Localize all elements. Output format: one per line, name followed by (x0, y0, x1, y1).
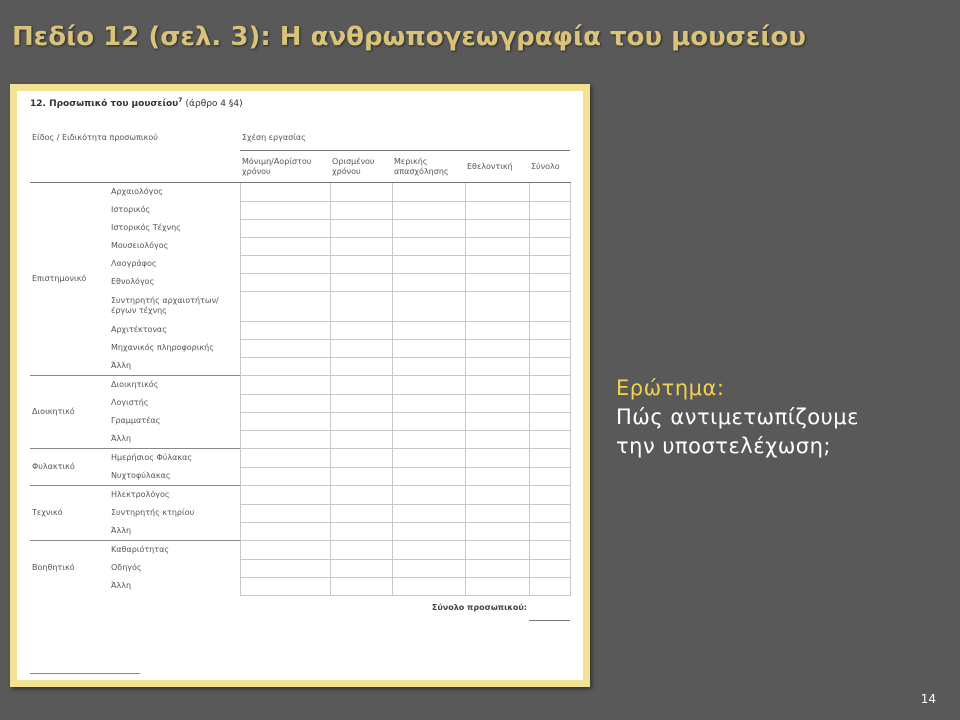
entry-cell[interactable] (465, 321, 529, 339)
staff-category: Επιστημονικό (30, 183, 109, 376)
entry-cell[interactable] (392, 559, 465, 577)
entry-cell[interactable] (330, 412, 392, 430)
entry-cell[interactable] (529, 467, 570, 486)
table-row (30, 201, 570, 219)
table-row (30, 449, 570, 468)
entry-cell[interactable] (465, 541, 529, 560)
entry-cell[interactable] (330, 522, 392, 541)
entry-cell[interactable] (330, 339, 392, 357)
entry-cell[interactable] (529, 541, 570, 560)
form-heading-ref: (άρθρο 4 §4) (185, 99, 243, 109)
entry-cell[interactable] (465, 394, 529, 412)
entry-cell[interactable] (240, 486, 330, 505)
entry-cell[interactable] (465, 467, 529, 486)
entry-cell[interactable] (392, 255, 465, 273)
entry-cell[interactable] (465, 291, 529, 321)
entry-cell[interactable] (240, 430, 330, 449)
header-spacer (30, 151, 109, 183)
staff-role: Ιστορικός (111, 205, 151, 214)
entry-cell[interactable] (529, 291, 570, 321)
entry-cell[interactable] (240, 357, 330, 376)
entry-cell[interactable] (529, 321, 570, 339)
entry-cell[interactable] (240, 559, 330, 577)
table-row (30, 430, 570, 449)
table-row (30, 486, 570, 505)
table-row (30, 237, 570, 255)
entry-cell[interactable] (392, 467, 465, 486)
staff-role: Συντηρητής κτηρίου (111, 508, 195, 517)
entry-cell[interactable] (465, 273, 529, 291)
entry-cell[interactable] (529, 522, 570, 541)
entry-cell[interactable] (465, 376, 529, 395)
total-row (30, 595, 570, 620)
entry-cell[interactable] (465, 183, 529, 202)
form-heading-text: 12. Προσωπικό του μουσείου (30, 99, 179, 109)
entry-cell[interactable] (529, 219, 570, 237)
form-heading-footnote: 7 (178, 97, 183, 104)
table-row (30, 504, 570, 522)
entry-cell[interactable] (240, 219, 330, 237)
table-row (30, 255, 570, 273)
staff-role: Καθαριότητας (109, 541, 240, 560)
staff-role: Συντηρητής αρχαιοτήτων/ έργων τέχνης (111, 296, 219, 315)
entry-cell[interactable] (330, 430, 392, 449)
entry-cell[interactable] (465, 577, 529, 595)
entry-cell[interactable] (330, 291, 392, 321)
entry-cell[interactable] (240, 394, 330, 412)
table-row (30, 219, 570, 237)
staff-role: Μηχανικός πληροφορικής (111, 343, 214, 352)
entry-cell[interactable] (330, 467, 392, 486)
entry-cell[interactable] (240, 504, 330, 522)
entry-cell[interactable] (392, 504, 465, 522)
form-bottom-rule (30, 673, 140, 674)
staff-role: Διοικητικός (109, 376, 240, 395)
entry-cell[interactable] (465, 357, 529, 376)
entry-cell[interactable] (529, 449, 570, 468)
entry-cell[interactable] (529, 273, 570, 291)
entry-cell[interactable] (330, 394, 392, 412)
entry-cell[interactable] (529, 430, 570, 449)
staff-category: Βοηθητικό (30, 541, 109, 596)
column-header: Ορισμένου χρόνου (330, 151, 392, 183)
entry-cell[interactable] (465, 522, 529, 541)
staff-table (30, 126, 571, 621)
column-header: Μερικής απασχόλησης (392, 151, 465, 183)
entry-cell[interactable] (392, 201, 465, 219)
staff-role: Άλλη (111, 526, 132, 535)
entry-cell[interactable] (330, 357, 392, 376)
entry-cell[interactable] (465, 255, 529, 273)
column-header: Μόνιμη/Αορίστου χρόνου (240, 151, 330, 183)
entry-cell[interactable] (529, 255, 570, 273)
staff-role: Οδηγός (111, 563, 142, 572)
entry-cell[interactable] (240, 255, 330, 273)
entry-cell[interactable] (330, 183, 392, 202)
staff-role: Άλλη (111, 434, 132, 443)
entry-cell[interactable] (330, 255, 392, 273)
entry-cell[interactable] (392, 339, 465, 357)
entry-cell[interactable] (529, 394, 570, 412)
form-image-frame (10, 84, 590, 687)
entry-cell[interactable] (529, 201, 570, 219)
staff-role: Λαογράφος (111, 259, 157, 268)
table-row (30, 321, 570, 339)
table-row (30, 376, 570, 395)
question-box (616, 374, 859, 461)
entry-cell[interactable] (240, 201, 330, 219)
entry-cell[interactable] (240, 183, 330, 202)
entry-cell[interactable] (330, 237, 392, 255)
entry-cell[interactable] (392, 321, 465, 339)
entry-cell[interactable] (465, 559, 529, 577)
entry-cell[interactable] (392, 183, 465, 202)
staff-role: Ηλεκτρολόγος (109, 486, 240, 505)
staff-role: Ημερήσιος Φύλακας (109, 449, 240, 468)
entry-cell[interactable] (330, 201, 392, 219)
form-paper (17, 91, 583, 680)
entry-cell[interactable] (392, 376, 465, 395)
entry-cell[interactable] (240, 467, 330, 486)
staff-role: Εθνολόγος (111, 277, 155, 286)
entry-cell[interactable] (529, 486, 570, 505)
entry-cell[interactable] (240, 449, 330, 468)
entry-cell[interactable] (529, 183, 570, 202)
entry-cell[interactable] (465, 201, 529, 219)
entry-cell[interactable] (529, 237, 570, 255)
entry-cell[interactable] (392, 357, 465, 376)
entry-cell[interactable] (240, 237, 330, 255)
entry-cell[interactable] (240, 412, 330, 430)
header-spacer (109, 151, 240, 183)
staff-role: Λογιστής (111, 398, 149, 407)
staff-role: Άλλη (111, 581, 132, 590)
entry-cell[interactable] (240, 273, 330, 291)
entry-cell[interactable] (240, 376, 330, 395)
entry-cell[interactable] (529, 357, 570, 376)
entry-cell[interactable] (529, 577, 570, 595)
table-row (30, 559, 570, 577)
entry-cell[interactable] (529, 412, 570, 430)
staff-role: Γραμματέας (111, 416, 161, 425)
entry-cell[interactable] (529, 376, 570, 395)
table-row (30, 339, 570, 357)
table-row (30, 467, 570, 486)
table-row (30, 577, 570, 595)
entry-cell[interactable] (330, 577, 392, 595)
entry-cell[interactable] (465, 504, 529, 522)
staff-category: Φυλακτικό (30, 449, 109, 486)
staff-category: Διοικητικό (30, 376, 109, 449)
entry-cell[interactable] (392, 541, 465, 560)
staff-role: Αρχαιολόγος (109, 183, 240, 202)
entry-cell[interactable] (330, 541, 392, 560)
entry-cell[interactable] (330, 449, 392, 468)
entry-cell[interactable] (465, 219, 529, 237)
entry-cell[interactable] (465, 449, 529, 468)
entry-cell[interactable] (240, 291, 330, 321)
entry-cell[interactable] (529, 504, 570, 522)
question-text-line1: Πώς αντιμετωπίζουμε (616, 405, 860, 429)
page-number: 14 (920, 692, 936, 706)
entry-cell[interactable] (465, 412, 529, 430)
total-value-field[interactable] (529, 595, 570, 620)
staff-role: Αρχιτέκτονας (111, 325, 167, 334)
table-header-row (30, 126, 570, 151)
category-column-header: Είδος / Ειδικότητα προσωπικού (32, 133, 158, 143)
entry-cell[interactable] (240, 522, 330, 541)
table-row (30, 522, 570, 541)
entry-cell[interactable] (330, 504, 392, 522)
entry-cell[interactable] (330, 321, 392, 339)
entry-cell[interactable] (240, 577, 330, 595)
question-label: Ερώτημα: (616, 376, 725, 400)
entry-cell[interactable] (392, 430, 465, 449)
staff-role: Μουσειολόγος (111, 241, 169, 250)
entry-cell[interactable] (240, 321, 330, 339)
question-text-line2: την υποστελέχωση; (616, 434, 831, 458)
table-row (30, 541, 570, 560)
entry-cell[interactable] (240, 339, 330, 357)
entry-cell[interactable] (392, 449, 465, 468)
entry-cell[interactable] (392, 291, 465, 321)
entry-cell[interactable] (465, 237, 529, 255)
entry-cell[interactable] (392, 486, 465, 505)
entry-cell[interactable] (330, 559, 392, 577)
table-row (30, 291, 570, 321)
entry-cell[interactable] (392, 394, 465, 412)
table-row (30, 183, 570, 202)
table-row (30, 273, 570, 291)
staff-role: Νυχτοφύλακας (111, 471, 171, 480)
entry-cell[interactable] (392, 273, 465, 291)
table-subheader-row (30, 151, 570, 183)
table-row (30, 412, 570, 430)
entry-cell[interactable] (330, 486, 392, 505)
column-header: Σύνολο (529, 151, 570, 183)
entry-cell[interactable] (330, 376, 392, 395)
entry-cell[interactable] (392, 577, 465, 595)
entry-cell[interactable] (392, 522, 465, 541)
column-header: Εθελοντική (465, 151, 529, 183)
form-heading (30, 97, 243, 109)
staff-role: Άλλη (111, 361, 132, 370)
staff-role: Ιστορικός Τέχνης (111, 223, 181, 232)
table-row (30, 394, 570, 412)
entry-cell[interactable] (529, 559, 570, 577)
table-row (30, 357, 570, 376)
entry-cell[interactable] (465, 486, 529, 505)
entry-cell[interactable] (465, 430, 529, 449)
entry-cell[interactable] (392, 237, 465, 255)
total-label: Σύνολο προσωπικού: (431, 602, 527, 612)
entry-cell[interactable] (240, 541, 330, 560)
entry-cell[interactable] (330, 273, 392, 291)
relation-column-header: Σχέση εργασίας (240, 126, 570, 151)
entry-cell[interactable] (330, 219, 392, 237)
slide-title: Πεδίο 12 (σελ. 3): Η ανθρωπογεωγραφία του μουσείου (12, 22, 806, 52)
staff-category: Τεχνικό (30, 486, 109, 541)
entry-cell[interactable] (465, 339, 529, 357)
entry-cell[interactable] (392, 219, 465, 237)
entry-cell[interactable] (392, 412, 465, 430)
entry-cell[interactable] (529, 339, 570, 357)
